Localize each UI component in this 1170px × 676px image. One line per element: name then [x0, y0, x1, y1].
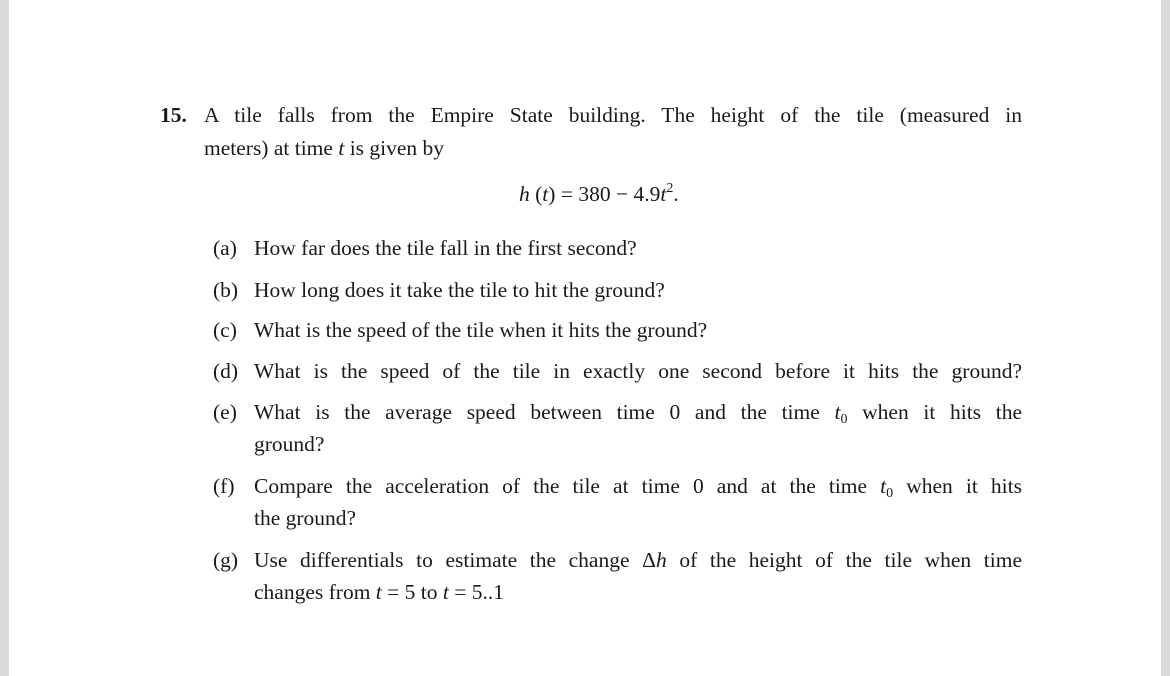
part-b-label: (b)	[213, 278, 239, 302]
part-b-text: How long does it take the tile to hit the ground?	[254, 278, 665, 302]
part-e-line1: What is the average speed between time 0 and the time $t_0$ when it hits the	[254, 400, 1022, 427]
part-c-label: (c)	[213, 318, 237, 342]
part-c-text: What is the speed of the tile when it hits the ground?	[254, 318, 708, 342]
problem-intro-line2: meters) at time t is given by	[204, 136, 445, 160]
part-a-text: How far does the tile fall in the first second?	[254, 236, 637, 260]
part-g-line1: Use differentials to estimate the change Δh of the height of the tile when time	[254, 548, 1023, 572]
problem-number: 15.	[160, 103, 187, 127]
document-page	[9, 0, 1161, 676]
part-e-line2: ground?	[254, 432, 325, 456]
problem-intro-line1: A tile falls from the Empire State building. The height of the tile (measured in	[204, 103, 1022, 127]
part-f-line1: Compare the acceleration of the tile at time 0 and at the time $t_0$ when it hits	[254, 474, 1022, 501]
part-f-line2: the ground?	[254, 506, 357, 530]
part-d-label: (d)	[213, 359, 239, 383]
height-formula: h $(t) = 380 - 4.9t^2$.	[519, 181, 679, 206]
part-g-label: (g)	[213, 548, 239, 572]
part-f-label: (f)	[213, 474, 235, 498]
part-d-text: What is the speed of the tile in exactly one second before it hits the ground?	[254, 359, 1022, 383]
part-e-label: (e)	[213, 400, 237, 424]
part-g-line2: changes from t = 5 to t = 5..1	[254, 580, 505, 604]
part-a-label: (a)	[213, 236, 237, 260]
